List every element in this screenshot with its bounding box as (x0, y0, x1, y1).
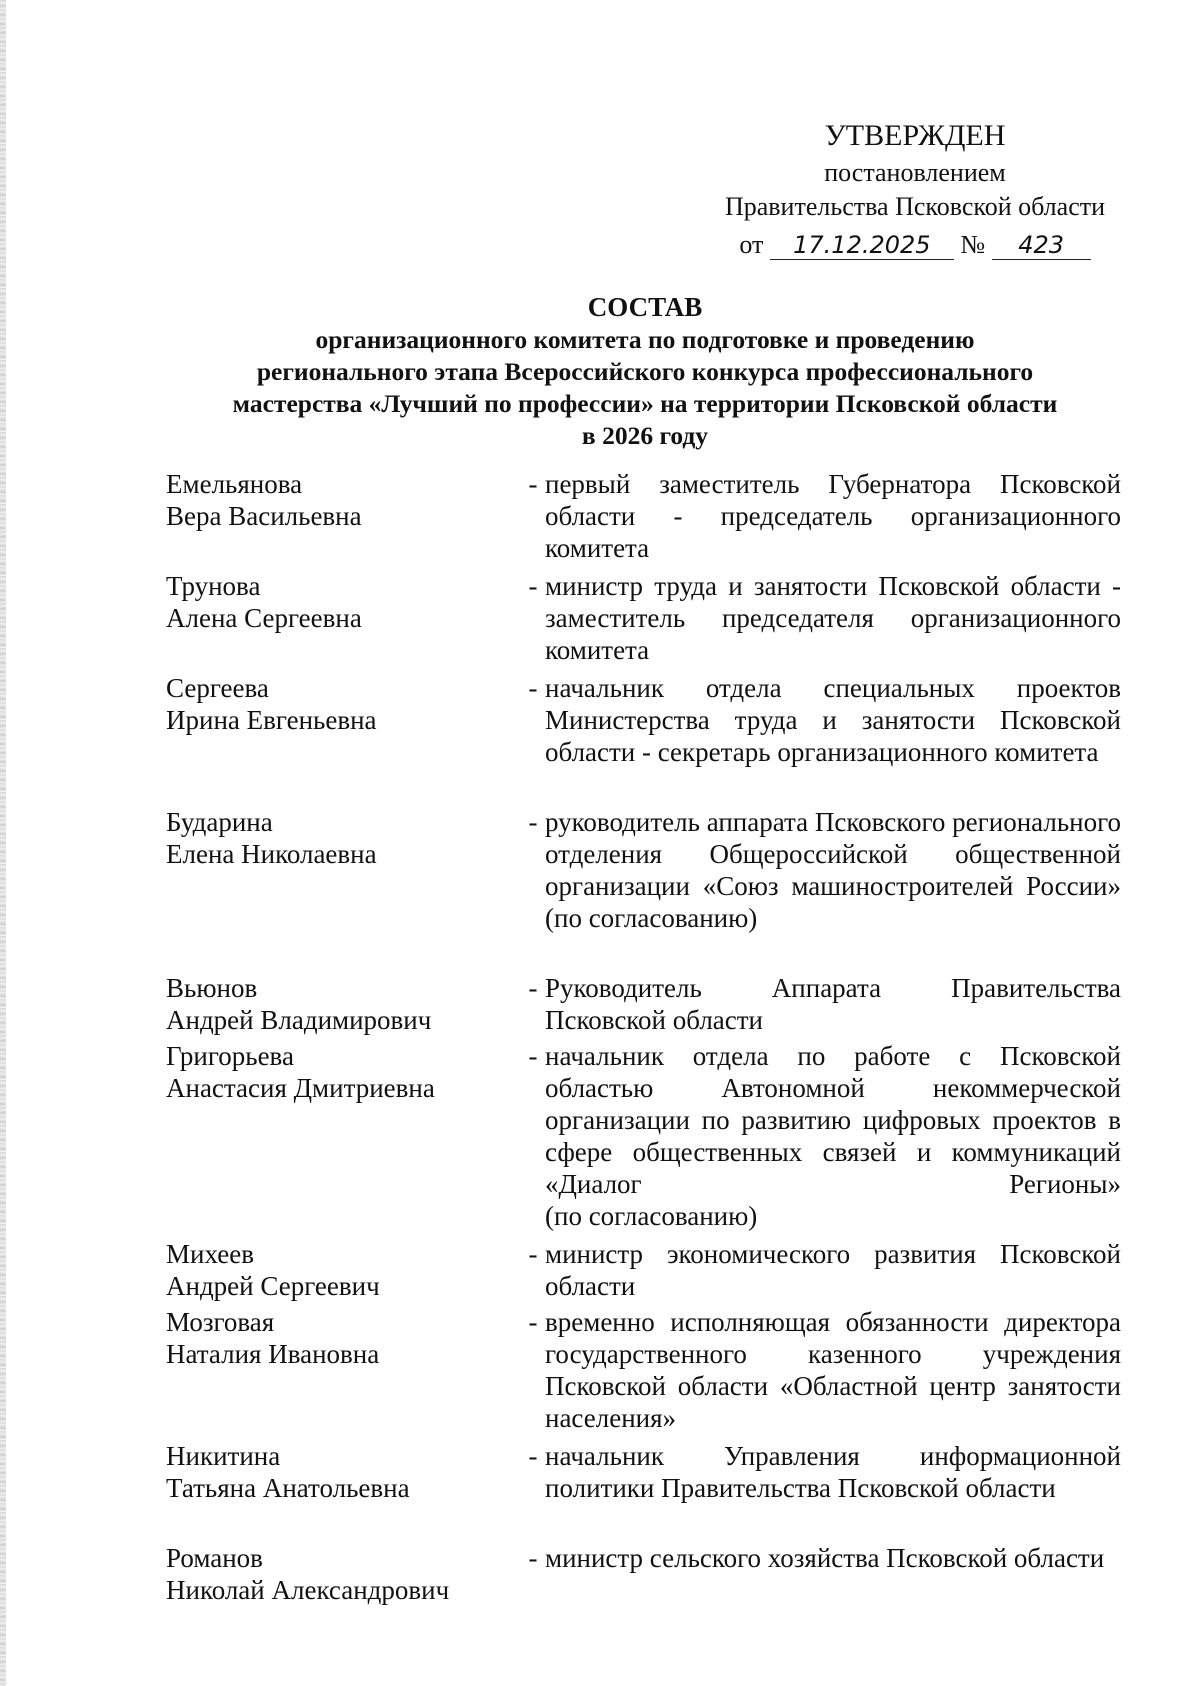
document-subtitle-line: мастерства «Лучший по профессии» на территории Псковской области (232, 389, 1058, 418)
member-surname: Бударина (166, 807, 273, 837)
member-given-names: Вера Васильевна (166, 501, 362, 531)
member-position: министр экономического развития Псковской области (545, 1239, 1121, 1301)
members-list (166, 468, 1126, 1610)
member-name (166, 1306, 521, 1440)
member-note: (по согласованию) (545, 1201, 758, 1231)
member-name (166, 570, 521, 672)
member-name (166, 1040, 521, 1238)
member-surname: Романов (166, 1543, 263, 1573)
member-name (166, 1440, 521, 1542)
member-surname: Сергеева (166, 673, 269, 703)
approval-date-line (700, 228, 1130, 262)
member-dash: - (528, 673, 538, 703)
member-surname: Михеев (166, 1239, 255, 1269)
member-row (166, 468, 1126, 570)
member-row (166, 972, 1126, 1040)
member-dash: - (528, 807, 538, 837)
member-surname: Григорьева (166, 1041, 294, 1071)
member-row (166, 1040, 1126, 1238)
member-position-block (545, 806, 1121, 972)
member-surname: Трунова (166, 571, 261, 601)
document-title: СОСТАВ (587, 292, 703, 322)
member-name (166, 1542, 521, 1610)
member-name (166, 806, 521, 972)
member-position: временно исполняющая обязанности директора государственного казенного учреждения Псковской области «Областной центр занятости населения» (545, 1307, 1121, 1433)
date-prefix: от (739, 230, 764, 259)
member-name (166, 672, 521, 806)
member-row (166, 1440, 1126, 1542)
member-surname: Вьюнов (166, 973, 258, 1003)
member-dash: - (528, 1239, 538, 1269)
approval-line-government: Правительства Псковской области (724, 192, 1106, 221)
member-surname: Никитина (166, 1441, 281, 1471)
member-given-names: Андрей Владимирович (166, 1005, 432, 1035)
member-position: начальник Управления информационной политики Правительства Псковской области (545, 1441, 1121, 1503)
member-given-names: Николай Александрович (166, 1575, 450, 1605)
document-subtitle-line: организационного комитета по подготовке и проведению (315, 325, 975, 354)
member-dash: - (528, 1307, 538, 1337)
member-given-names: Елена Николаевна (166, 839, 377, 869)
member-row (166, 672, 1126, 806)
member-row (166, 570, 1126, 672)
member-position: начальник отдела по работе с Псковской областью Автономной некоммерческой организации по развитию цифровых проектов в сфере общественных связей и коммуникаций «Диалог Регионы» (545, 1041, 1121, 1199)
member-given-names: Алена Сергеевна (166, 603, 362, 633)
document-heading (150, 290, 1140, 452)
member-given-names: Татьяна Анатольевна (166, 1473, 410, 1503)
member-dash: - (528, 973, 538, 1003)
member-position: Руководитель Аппарата Правительства Псковской области (545, 973, 1121, 1035)
member-given-names: Анастасия Дмитриевна (166, 1073, 435, 1103)
handwritten-number: 423 (992, 231, 1091, 260)
approval-block (700, 118, 1130, 262)
scan-edge (0, 0, 6, 1686)
member-row (166, 1542, 1126, 1610)
approval-line-resolution: постановлением (824, 158, 1006, 187)
approval-stamp: УТВЕРЖДЕН (824, 119, 1006, 152)
member-row (166, 1306, 1126, 1440)
member-dash: - (528, 1543, 538, 1573)
member-position: министр труда и занятости Псковской области - заместитель председателя организационного комитета (545, 571, 1121, 665)
member-position: первый заместитель Губернатора Псковской области - председатель организационного комитета (545, 469, 1121, 563)
member-dash: - (528, 1041, 538, 1071)
member-note: (по согласованию) (545, 903, 758, 933)
member-surname: Мозговая (166, 1307, 275, 1337)
member-name (166, 972, 521, 1040)
document-subtitle-line: в 2026 году (581, 421, 709, 450)
member-dash: - (528, 1441, 538, 1471)
handwritten-date: 17.12.2025 (770, 231, 954, 260)
member-given-names: Андрей Сергеевич (166, 1271, 380, 1301)
member-position: начальник отдела специальных проектов Министерства труда и занятости Псковской области - секретарь организационного комитета (545, 673, 1121, 767)
document-subtitle-line: регионального этапа Всероссийского конкурса профессионального (256, 357, 1034, 386)
member-row (166, 1238, 1126, 1306)
member-position-block (545, 1040, 1121, 1238)
member-position: руководитель аппарата Псковского регионального отделения Общероссийской общественной организации «Союз машиностроителей России» (545, 807, 1121, 901)
number-prefix: № (960, 230, 986, 259)
member-dash: - (528, 469, 538, 499)
member-surname: Емельянова (166, 469, 303, 499)
member-name (166, 1238, 521, 1306)
member-given-names: Наталия Ивановна (166, 1339, 380, 1369)
member-row (166, 806, 1126, 972)
member-given-names: Ирина Евгеньевна (166, 705, 377, 735)
member-dash: - (528, 571, 538, 601)
member-name (166, 468, 521, 570)
member-position: министр сельского хозяйства Псковской области (545, 1543, 1105, 1573)
